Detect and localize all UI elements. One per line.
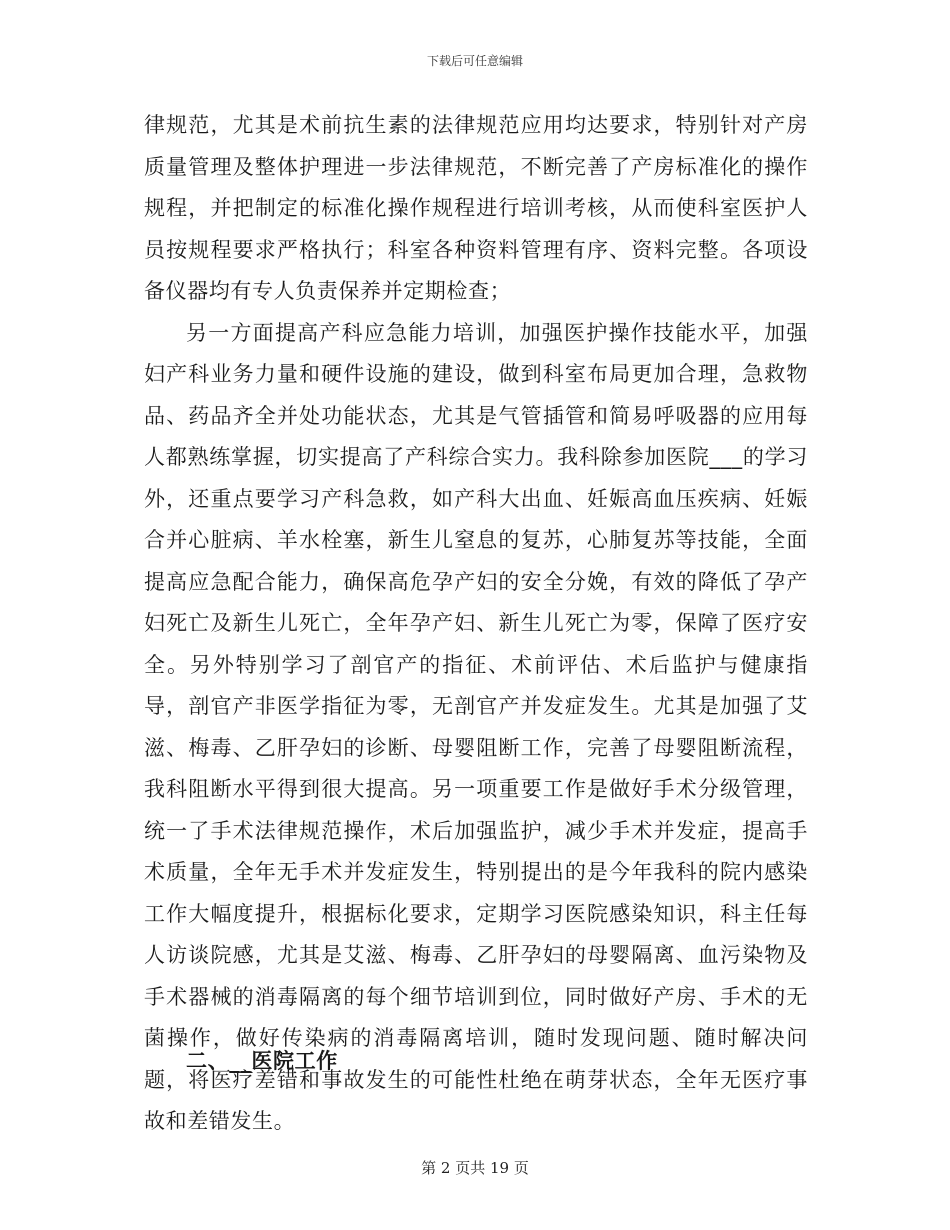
section-heading: 二、__医院工作 [186,1049,338,1073]
body-paragraph-2: 另一方面提高产科应急能力培训，加强医护操作技能水平，加强妇产科业务力量和硬件设施的建设，做到科室布局更加合理，急救物品、药品齐全并处功能状态，尤其是气管插管和简易呼吸器的应用每人都熟练掌握，切实提高了产科综合实力。我科除参加医院___的学习外，还重点要学习产科急救，如产科大出血、妊娠高血压疾病、妊娠合并心脏病、羊水栓塞，新生儿窒息的复苏，心肺复苏等技能，全面提高应急配合能力，确保高危孕产妇的安全分娩，有效的降低了孕产妇死亡及新生儿死亡，全年孕产妇、新生儿死亡为零，保障了医疗安全。另外特别学习了剖官产的指征、术前评估、术后监护与健康指导，剖官产非医学指征为零，无剖官产并发症发生。尤其是加强了艾滋、梅毒、乙肝孕妇的诊断、母婴阻断工作，完善了母婴阻断流程，我科阻断水平得到很大提高。另一项重要工作是做好手术分级管理，统一了手术法律规范操作，术后加强监护，减少手术并发症，提高手术质量，全年无手术并发症发生，特别提出的是今年我科的院内感染工作大幅度提升，根据标化要求，定期学习医院感染知识，科主任每人访谈院感，尤其是艾滋、梅毒、乙肝孕妇的母婴隔离、血污染物及手术器械的消毒隔离的每个细节培训到位，同时做好产房、手术的无菌操作，做好传染病的消毒隔离培训，随时发现问题、随时解决问题，将医疗差错和事故发生的可能性杜绝在萌芽状态，全年无医疗事故和差错发生。 [144,320,808,1133]
document-body [144,105,808,1143]
body-paragraph-1: 律规范，尤其是术前抗生素的法律规范应用均达要求，特别针对产房质量管理及整体护理进一步法律规范，不断完善了产房标准化的操作规程，并把制定的标准化操作规程进行培训考核，从而使科室医护人员按规程要求严格执行；科室各种资料管理有序、资料完整。各项设备仪器均有专人负责保养并定期检查； [144,113,808,303]
page-number-footer: 第 2 页共 19 页 [421,1159,529,1177]
page-header-note: 下载后可任意编辑 [426,54,523,68]
